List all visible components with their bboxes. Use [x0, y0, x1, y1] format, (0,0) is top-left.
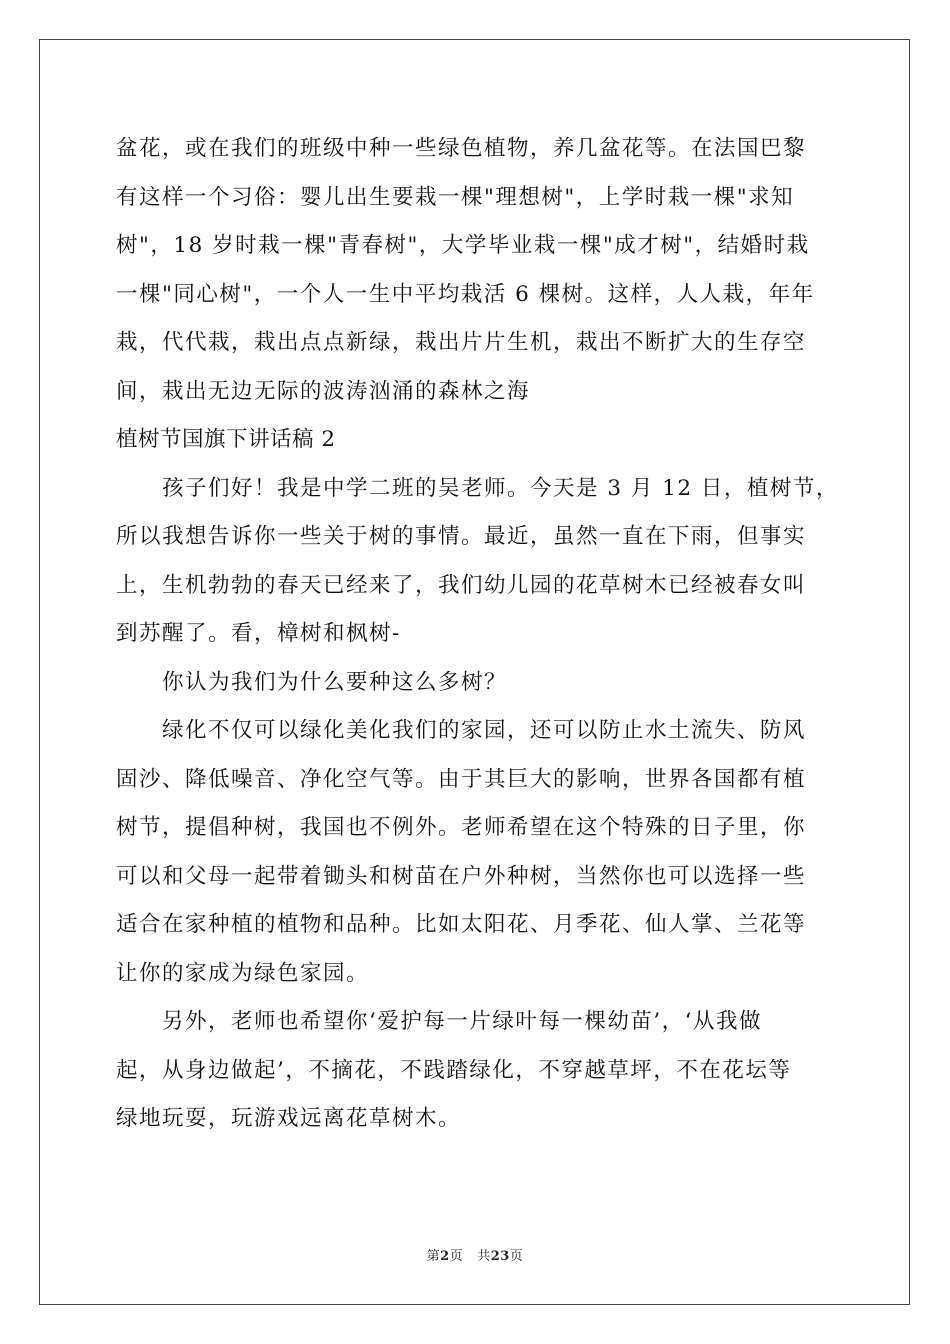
text-line: 所以我想告诉你一些关于树的事情。最近，虽然一直在下雨，但事实	[116, 524, 807, 549]
text-line: 盆花，或在我们的班级中种一些绿色植物，养几盆花等。在法国巴黎	[116, 136, 807, 161]
text-line: 适合在家种植的植物和品种。比如太阳花、月季花、仙人掌、兰花等	[116, 912, 807, 937]
current-page-number: 2	[440, 1249, 450, 1264]
page-footer	[0, 1245, 950, 1264]
text-line: 孩子们好！我是中学二班的吴老师。今天是 3 月 12 日，植树节，	[162, 475, 839, 501]
text-line: 另外，老师也希望你‘爱护每一片绿叶每一棵幼苗’，‘从我做	[162, 1009, 763, 1034]
paragraph	[116, 707, 846, 998]
text-line: 间，栽出无边无际的波涛汹涌的森林之海	[116, 378, 531, 404]
text-line: 树"，18 岁时栽一棵"青春树"，大学毕业栽一棵"成才树"，结婚时栽	[116, 233, 810, 258]
footer-page-suffix: 页	[449, 1249, 464, 1264]
text-line: 起，从身边做起’，不摘花，不践踏绿化，不穿越草坪，不在花坛等	[116, 1057, 792, 1083]
document-body	[116, 125, 846, 1144]
text-line: 树节，提倡种树，我国也不例外。老师希望在这个特殊的日子里，你	[116, 815, 807, 840]
paragraph	[116, 465, 846, 659]
text-line: 栽，代代栽，栽出点点新绿，栽出片片生机，栽出不断扩大的生存空	[116, 330, 807, 355]
text-line: 上，生机勃勃的春天已经来了，我们幼儿园的花草树木已经被春女叫	[116, 572, 807, 598]
text-line: 可以和父母一起带着锄头和树苗在户外种树，当然你也可以选择一些	[116, 863, 807, 889]
text-line: 固沙、降低噪音、净化空气等。由于其巨大的影响，世界各国都有植	[116, 766, 807, 792]
paragraph	[116, 659, 846, 708]
paragraph	[116, 998, 846, 1144]
section-heading: 植树节国旗下讲话稿 2	[116, 427, 336, 452]
text-line: 绿地玩耍，玩游戏远离花草树木。	[116, 1106, 462, 1131]
total-pages-number: 23	[490, 1249, 510, 1264]
paragraph-continued	[116, 125, 846, 416]
text-line: 让你的家成为绿色家园。	[116, 960, 370, 986]
text-line: 你认为我们为什么要种这么多树？	[162, 669, 508, 695]
text-line: 有这样一个习俗：婴儿出生要栽一棵"理想树"，上学时栽一棵"求知	[116, 184, 795, 210]
footer-total-suffix: 页	[509, 1249, 524, 1264]
text-line: 绿化不仅可以绿化美化我们的家园，还可以防止水土流失、防风	[162, 718, 807, 743]
text-line: 到苏醒了。看，樟树和枫树-	[116, 621, 401, 646]
footer-prefix: 第	[426, 1249, 441, 1264]
footer-total-prefix: 共	[477, 1249, 491, 1264]
text-line: 一棵"同心树"，一个人一生中平均栽活 6 棵树。这样，人人栽，年年	[116, 281, 815, 307]
